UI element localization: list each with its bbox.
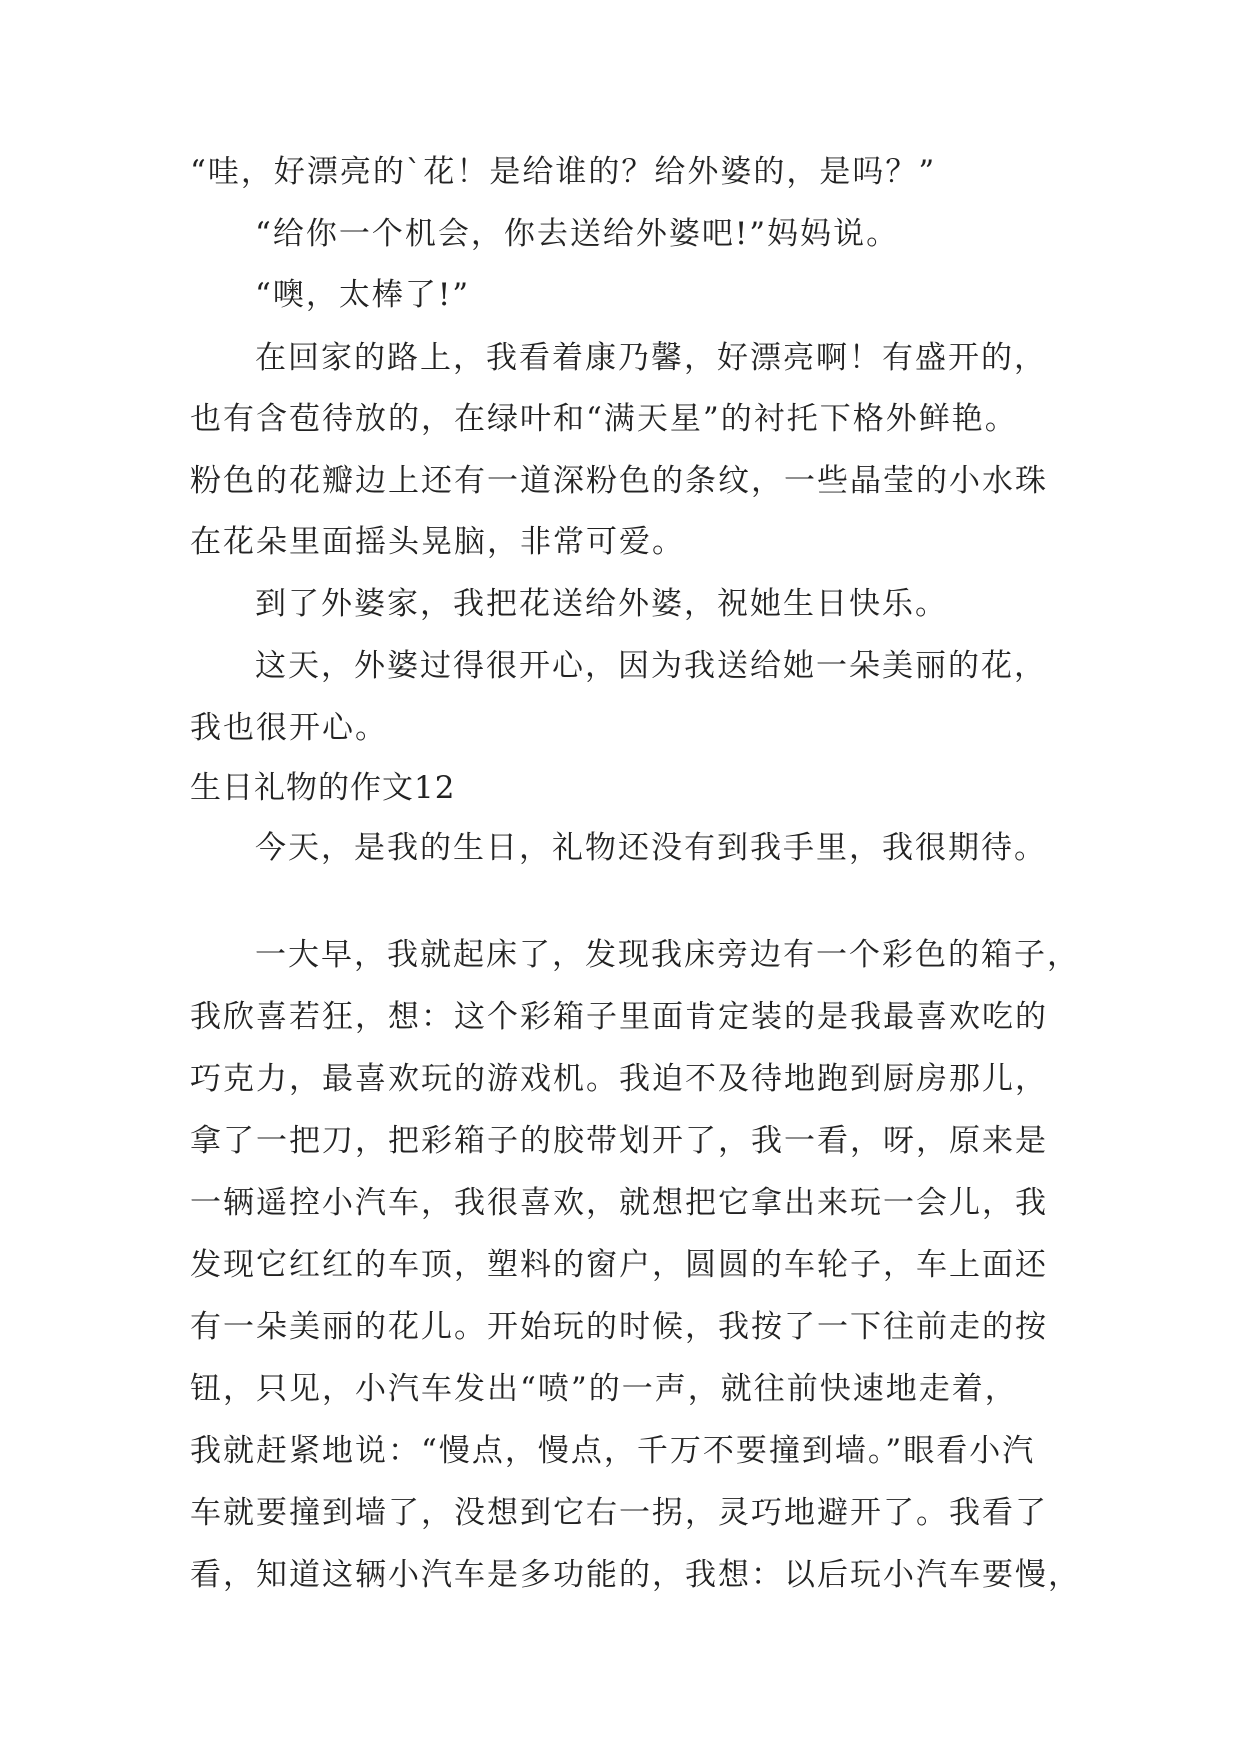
text-line: 也有含苞待放的，在绿叶和“满天星”的衬托下格外鲜艳。 (190, 401, 1018, 437)
text-line: “给你一个机会，你去送给外婆吧!”妈妈说。 (255, 216, 900, 252)
paragraph-start: 到了外婆家，我把花送给外婆，祝她生日快乐。 (255, 586, 948, 622)
paragraph-start: 今天，是我的生日，礼物还没有到我手里，我很期待。 (255, 830, 1047, 866)
text-line: 我欣喜若狂，想：这个彩箱子里面肯定装的是我最喜欢吃的 (190, 999, 1048, 1035)
text-line: 在花朵里面摇头晃脑，非常可爱。 (190, 524, 685, 560)
text-line: 巧克力，最喜欢玩的游戏机。我迫不及待地跑到厨房那儿， (190, 1061, 1048, 1097)
text-line: 我就赶紧地说：“慢点，慢点，千万不要撞到墙。”眼看小汽 (190, 1433, 1036, 1469)
text-line: “噢，太棒了!” (255, 277, 471, 313)
text-line: 看，知道这辆小汽车是多功能的，我想：以后玩小汽车要慢， (190, 1557, 1081, 1593)
paragraph-start: 在回家的路上，我看着康乃馨，好漂亮啊！有盛开的， (255, 340, 1047, 376)
text-line: 粉色的花瓣边上还有一道深粉色的条纹，一些晶莹的小水珠 (190, 463, 1048, 499)
text-line: 有一朵美丽的花儿。开始玩的时候，我按了一下往前走的按 (190, 1309, 1048, 1345)
text-line: 发现它红红的车顶，塑料的窗户，圆圆的车轮子，车上面还 (190, 1247, 1048, 1283)
paragraph-start: 一大早，我就起床了，发现我床旁边有一个彩色的箱子， (255, 937, 1080, 973)
text-line: 拿了一把刀，把彩箱子的胶带划开了，我一看，呀，原来是 (190, 1123, 1048, 1159)
text-line: “哇，好漂亮的`花！是给谁的？给外婆的，是吗？” (190, 154, 937, 190)
text-line: 我也很开心。 (190, 710, 388, 746)
text-line: 钮，只见，小汽车发出“喷”的一声，就往前快速地走着， (190, 1371, 1018, 1407)
text-line: 一辆遥控小汽车，我很喜欢，就想把它拿出来玩一会儿，我 (190, 1185, 1048, 1221)
text-line: 车就要撞到墙了，没想到它右一拐，灵巧地避开了。我看了 (190, 1495, 1048, 1531)
section-heading: 生日礼物的作文12 (190, 770, 456, 806)
paragraph-start: 这天，外婆过得很开心，因为我送给她一朵美丽的花， (255, 648, 1047, 684)
